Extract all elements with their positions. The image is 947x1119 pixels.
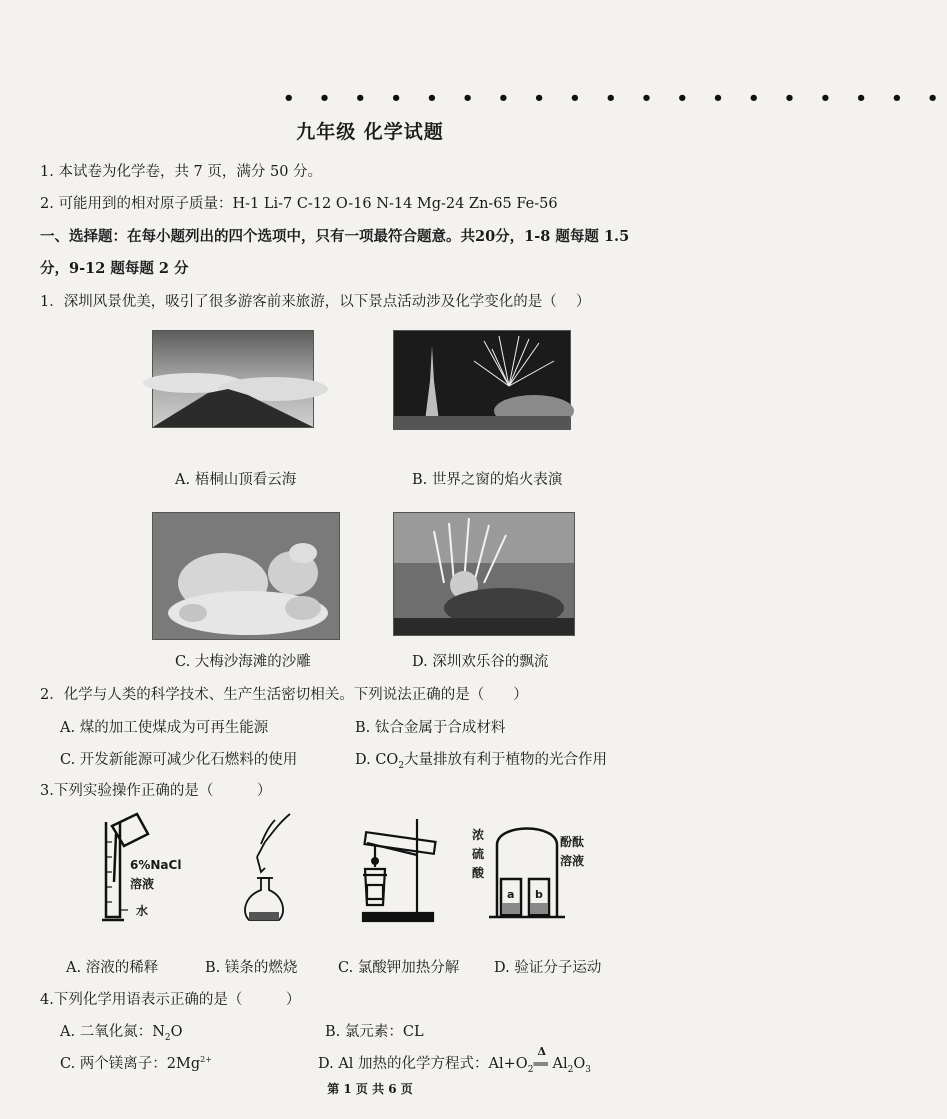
- q4-option-d-sub3: 3: [585, 1064, 591, 1075]
- q4-option-a-pre: A. 二氧化氮：N: [60, 1024, 165, 1040]
- q1-option-b: B. 世界之窗的焰火表演: [412, 472, 563, 488]
- q3-option-b: B. 镁条的燃烧: [205, 960, 298, 976]
- q4-option-d-sub2: 2: [567, 1064, 574, 1075]
- note-2: 2. 可能用到的相对原子质量：H-1 Li-7 C-12 O-16 N-14 Mg-24 Zn-65 Fe-56: [40, 196, 558, 212]
- diagram-molecular-motion: [487, 815, 567, 921]
- q4-option-d-equals: [533, 1045, 548, 1071]
- q4-option-d-post: O: [573, 1056, 586, 1072]
- q4-option-a-post: O: [170, 1024, 183, 1040]
- page-footer: 第 1 页 共 6 页: [327, 1082, 413, 1096]
- label-phenolphthalein-2: 溶液: [560, 854, 585, 868]
- label-beaker-b: b: [535, 888, 543, 901]
- q4-option-d-delta: Δ: [537, 1045, 546, 1058]
- label-water: 水: [136, 904, 149, 918]
- page-title: 九年级 化学试题: [296, 121, 444, 143]
- q2-option-d-sub: 2: [398, 760, 405, 771]
- seal-line-dots: • • • • • • • • • • • • • • • • • • •: [283, 88, 947, 109]
- q2-option-a: A. 煤的加工使煤成为可再生能源: [60, 720, 269, 736]
- photo-sea-of-clouds: [152, 330, 314, 428]
- q3-option-c: C. 氯酸钾加热分解: [338, 960, 460, 976]
- q4-option-d-mid: Al: [547, 1056, 568, 1072]
- label-phenolphthalein-1: 酚酞: [560, 835, 585, 849]
- q4-stem: 4.下列化学用语表示正确的是（ ）: [40, 992, 301, 1008]
- photo-rafting: [393, 512, 575, 636]
- q4-option-c-sup: 2+: [200, 1055, 212, 1065]
- q4-option-b: B. 氯元素：CL: [325, 1024, 424, 1040]
- photo-fireworks: [393, 330, 571, 430]
- q4-option-a: [60, 1020, 183, 1043]
- q2-option-d-post: 大量排放有利于植物的光合作用: [404, 752, 608, 768]
- q1-option-c: C. 大梅沙海滩的沙雕: [175, 654, 311, 670]
- q4-option-d-eq: ══: [533, 1057, 548, 1071]
- diagram-magnesium-burning: [235, 812, 307, 927]
- q4-option-c-pre: C. 两个镁离子：2Mg: [60, 1056, 201, 1072]
- q4-option-d: [318, 1045, 591, 1075]
- q2-option-d-pre: D. CO: [355, 752, 399, 768]
- label-acid-2: 硫: [472, 847, 485, 861]
- diagram-potassium-chlorate-heating: [355, 815, 447, 927]
- q1-option-a: A. 梧桐山顶看云海: [175, 472, 297, 488]
- q1-stem: 1．深圳风景优美，吸引了很多游客前来旅游，以下景点活动涉及化学变化的是（ ）: [40, 294, 591, 310]
- label-acid-3: 酸: [472, 866, 485, 880]
- q2-option-d: [355, 748, 607, 771]
- section-heading-line2: 分，9-12 题每题 2 分: [40, 260, 189, 277]
- q2-option-b: B. 钛合金属于合成材料: [355, 720, 506, 736]
- label-nacl-line2: 溶液: [130, 877, 155, 891]
- note-1: 1. 本试卷为化学卷，共 7 页，满分 50 分。: [40, 164, 323, 180]
- q2-stem: 2．化学与人类的科学技术、生产生活密切相关。下列说法正确的是（ ）: [40, 687, 528, 703]
- q4-option-c: [60, 1052, 212, 1073]
- q4-option-d-pre: D. Al 加热的化学方程式：Al+O: [318, 1056, 528, 1072]
- photo-sand-sculpture: [152, 512, 340, 640]
- q3-option-a: A. 溶液的稀释: [66, 960, 159, 976]
- q2-option-c: C. 开发新能源可减少化石燃料的使用: [60, 752, 298, 768]
- q1-option-d: D. 深圳欢乐谷的飘流: [412, 654, 549, 670]
- label-beaker-a: a: [507, 888, 515, 901]
- section-heading-line1: 一、选择题：在每小题列出的四个选项中，只有一项最符合题意。共20分，1-8 题每题 1.5: [40, 228, 630, 245]
- label-acid-1: 浓: [472, 828, 485, 842]
- label-nacl-line1: 6%NaCl: [130, 858, 182, 872]
- q3-option-d: D. 验证分子运动: [494, 960, 602, 976]
- q4-option-a-sub: 2: [164, 1032, 171, 1043]
- q3-stem: 3.下列实验操作正确的是（ ）: [40, 783, 272, 799]
- q4-option-d-sub1: 2: [527, 1064, 534, 1075]
